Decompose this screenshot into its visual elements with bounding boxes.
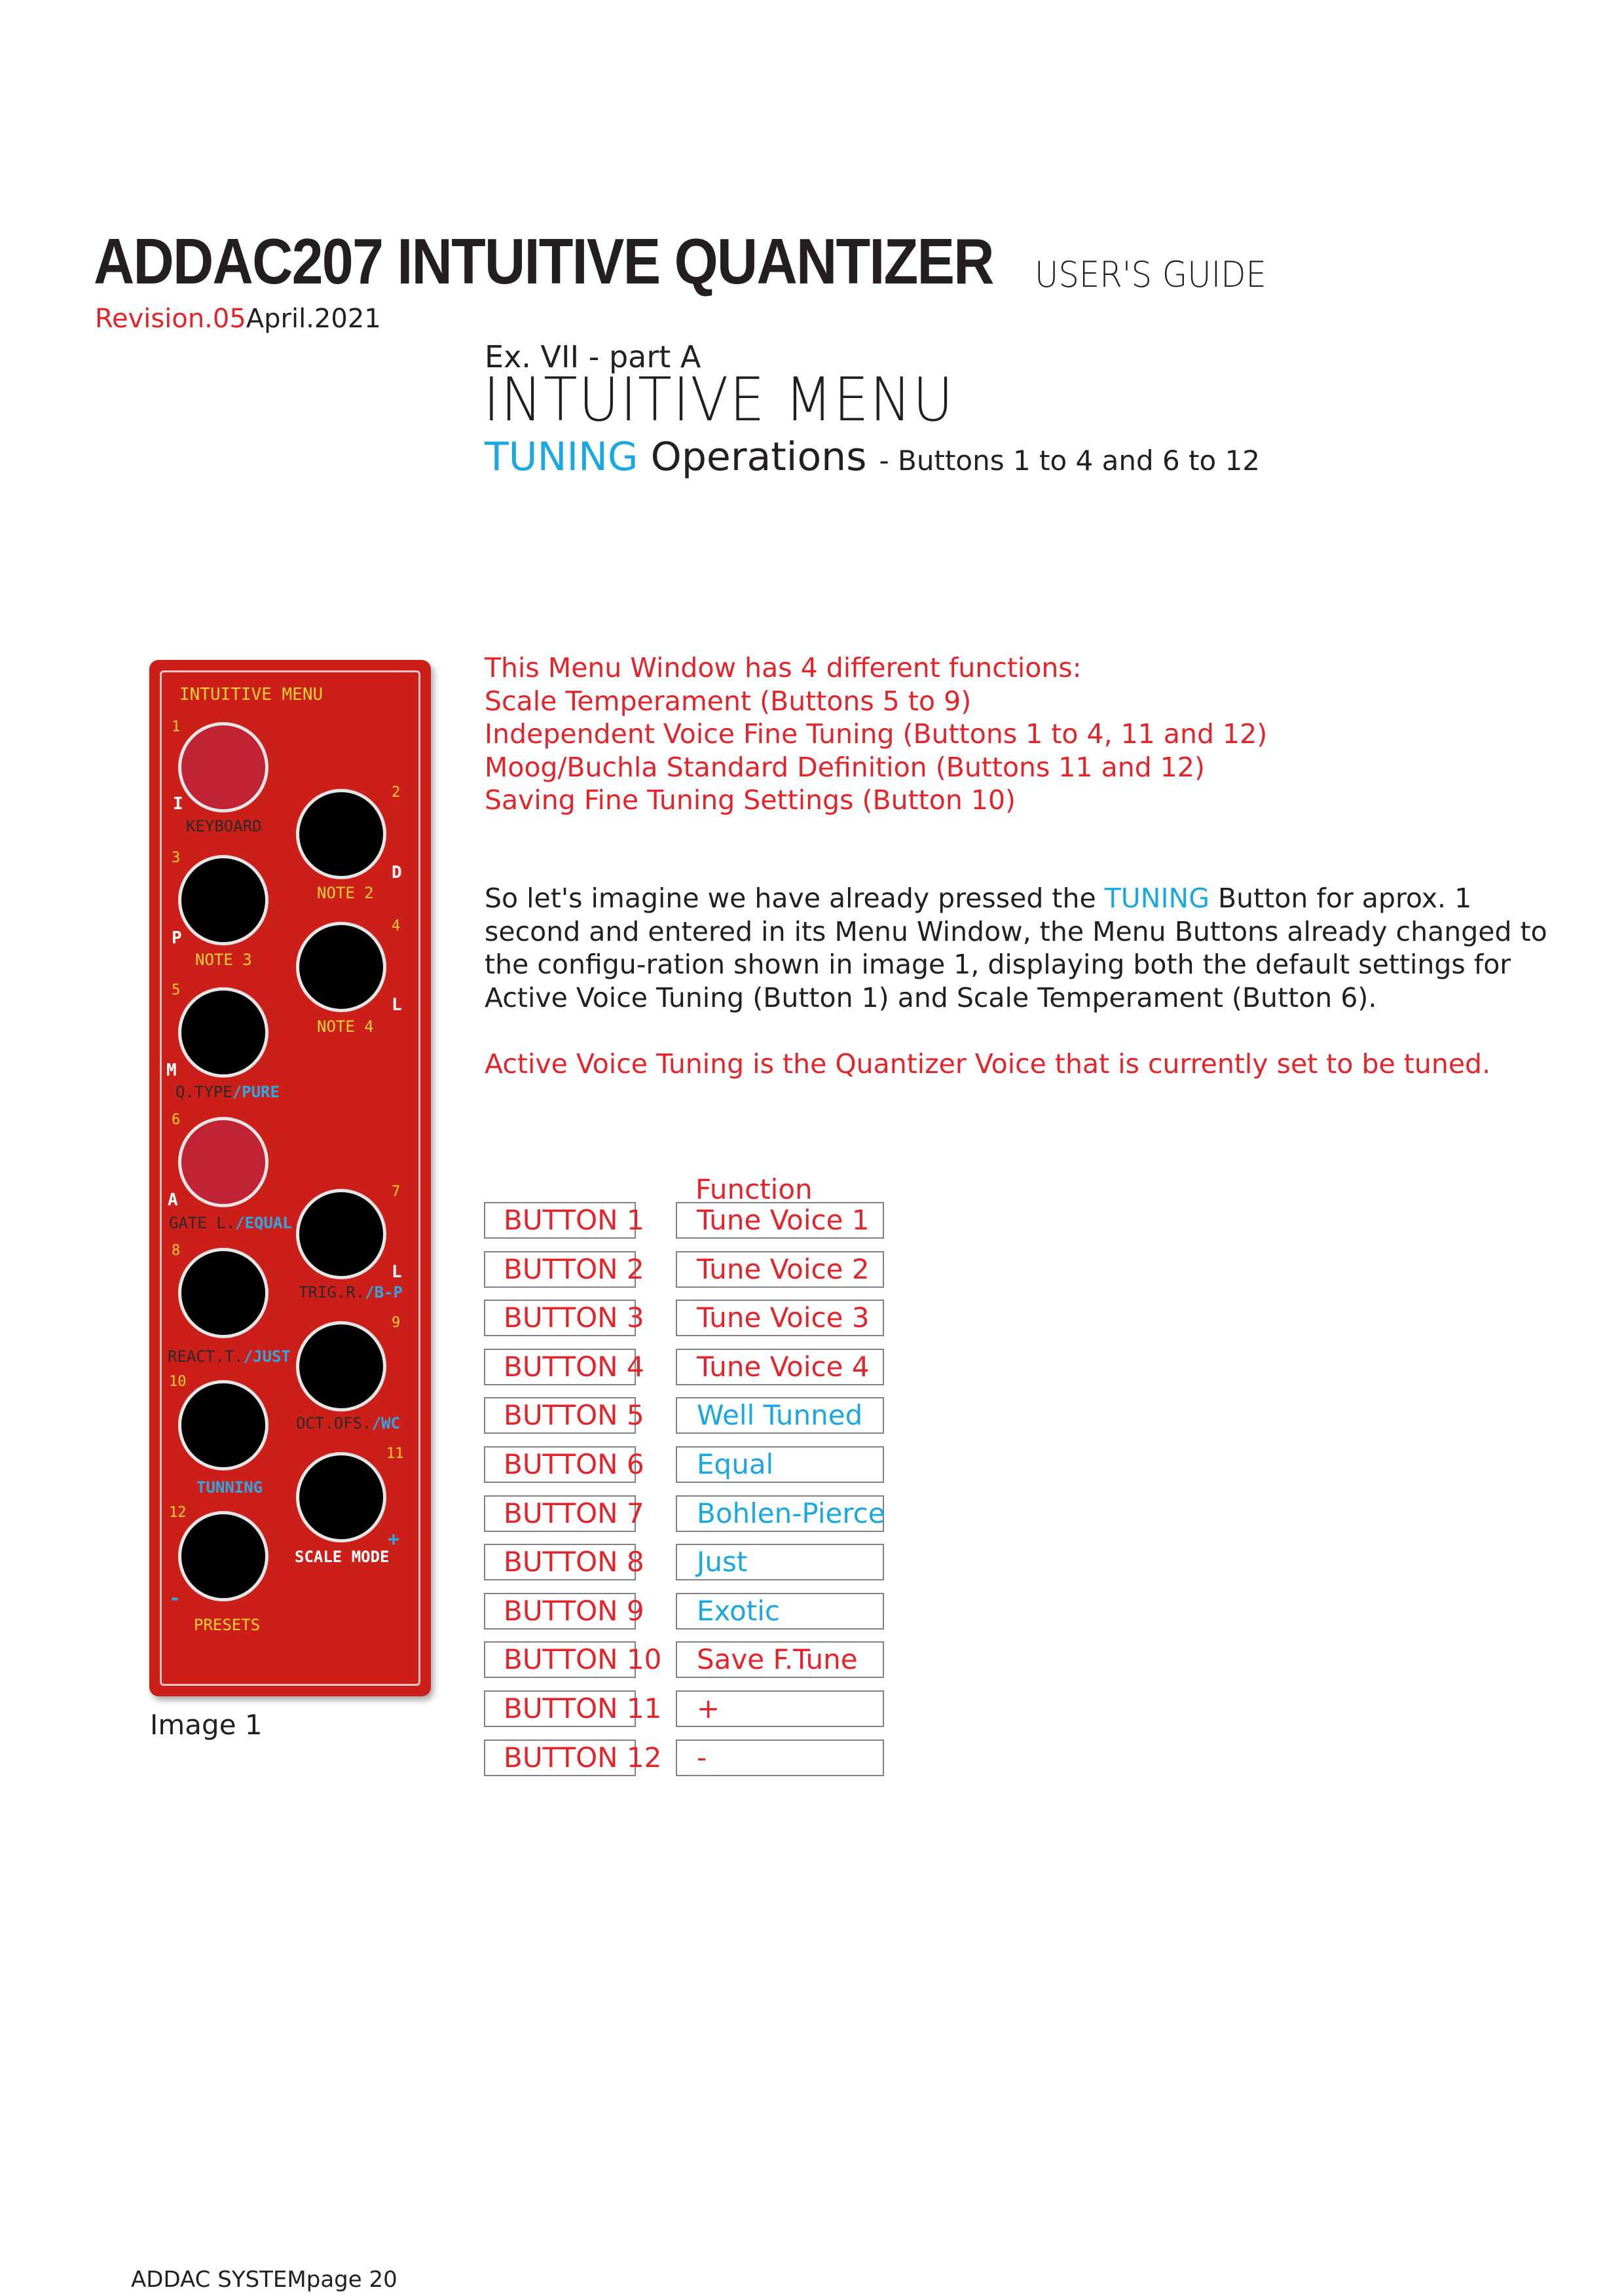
knob-letter: D <box>392 863 402 883</box>
table-cell-button: BUTTON 8 <box>484 1544 636 1580</box>
knob-7 <box>296 1189 386 1279</box>
knob-3 <box>178 855 268 945</box>
label-trig <box>299 1283 403 1302</box>
table-cell-button: BUTTON 2 <box>484 1251 636 1288</box>
knob-letter: P <box>172 928 182 948</box>
label-qtype-text: Q.TYPE <box>175 1083 232 1101</box>
functions-list <box>485 651 1267 817</box>
revision-line <box>95 304 381 334</box>
operations-heading <box>485 434 1261 480</box>
revision-label: Revision.05 <box>95 304 246 334</box>
knob-number: 6 <box>172 1112 181 1128</box>
label-qtype <box>175 1083 280 1101</box>
knob-letter: I <box>173 794 183 814</box>
panel-header: INTUITIVE MENU <box>179 685 323 704</box>
table-cell-button: BUTTON 3 <box>484 1300 636 1336</box>
knob-8 <box>178 1248 268 1338</box>
table-cell-button: BUTTON 12 <box>484 1740 636 1776</box>
ops-detail: - Buttons 1 to 4 and 6 to 12 <box>879 445 1261 477</box>
table-cell-button: BUTTON 4 <box>484 1349 636 1385</box>
label-equal: /EQUAL <box>235 1214 292 1232</box>
table-cell-function: - <box>676 1740 884 1776</box>
table-cell-function: Tune Voice 2 <box>676 1251 884 1288</box>
explanation-paragraph <box>485 882 1572 1014</box>
label-presets: PRESETS <box>194 1616 261 1634</box>
knob-number: 5 <box>172 982 181 998</box>
knob-2 <box>296 789 386 879</box>
label-just: /JUST <box>243 1347 291 1366</box>
label-gate-text: GATE L. <box>169 1214 236 1232</box>
functions-line: This Menu Window has 4 different functions: <box>485 652 1082 683</box>
table-cell-function: Save F.Tune <box>676 1641 884 1678</box>
footer-brand: ADDAC SYSTEM <box>131 2267 306 2293</box>
knob-6 <box>178 1117 268 1207</box>
revision-date: April.2021 <box>246 304 381 334</box>
knob-10 <box>178 1380 268 1470</box>
module-panel-image <box>149 660 431 1696</box>
label-note-2: NOTE 2 <box>317 884 374 902</box>
label-plus: + <box>388 1528 400 1551</box>
knob-letter: L <box>392 995 402 1015</box>
ops-keyword: TUNING <box>485 434 638 480</box>
label-trig-text: TRIG.R. <box>299 1283 365 1302</box>
knob-number: 7 <box>392 1184 401 1200</box>
knob-number: 11 <box>386 1446 404 1462</box>
knob-number: 1 <box>172 719 181 735</box>
label-react <box>168 1347 291 1366</box>
table-cell-button: BUTTON 6 <box>484 1446 636 1483</box>
label-note-3: NOTE 3 <box>195 951 252 969</box>
footer <box>131 2267 397 2293</box>
table-header-function: Function <box>695 1173 813 1205</box>
doc-title: ADDAC207 INTUITIVE QUANTIZER <box>94 225 993 297</box>
knob-5 <box>178 987 268 1078</box>
functions-line: Moog/Buchla Standard Definition (Buttons 11 and 12) <box>485 751 1205 783</box>
knob-letter: A <box>168 1190 178 1210</box>
knob-number: 2 <box>392 784 401 801</box>
label-wc: /WC <box>371 1414 400 1432</box>
knob-number: 12 <box>169 1504 187 1521</box>
table-cell-function: Exotic <box>676 1593 884 1630</box>
label-note-4: NOTE 4 <box>317 1017 374 1036</box>
table-cell-function: Equal <box>676 1446 884 1483</box>
label-scale-mode: SCALE MODE <box>295 1548 390 1566</box>
explanation-part1: So let's imagine we have already pressed the <box>485 883 1096 914</box>
knob-number: 10 <box>169 1374 187 1390</box>
functions-line: Saving Fine Tuning Settings (Button 10) <box>485 784 1016 816</box>
knob-9 <box>296 1321 386 1412</box>
knob-1 <box>178 722 268 812</box>
image-caption: Image 1 <box>150 1709 263 1741</box>
table-cell-button: BUTTON 1 <box>484 1202 636 1239</box>
knob-11 <box>296 1452 386 1542</box>
functions-line: Independent Voice Fine Tuning (Buttons 1 to 4, 11 and 12) <box>485 718 1268 750</box>
label-tunning: TUNNING <box>196 1478 263 1497</box>
table-cell-function: Tune Voice 4 <box>676 1349 884 1385</box>
knob-number: 4 <box>392 918 401 934</box>
ops-word: Operations <box>650 434 867 480</box>
label-bp: /B-P <box>365 1283 403 1302</box>
table-cell-function: Bohlen-Pierce <box>676 1495 884 1532</box>
table-cell-button: BUTTON 11 <box>484 1690 636 1727</box>
table-cell-function: Just <box>676 1544 884 1580</box>
guide-subtitle: USER'S GUIDE <box>1035 254 1266 295</box>
footer-page: page 20 <box>306 2267 397 2293</box>
explanation-part2: Button for aprox. 1 second and entered in its Menu Window, the Menu Buttons already changed to the configu-ration shown in image 1, displaying both the default settings for Active Voice Tuning (Button 1) and Scale Temperament (Button 6). <box>485 883 1547 1013</box>
label-octofs <box>296 1414 400 1432</box>
table-cell-button: BUTTON 9 <box>484 1593 636 1630</box>
knob-4 <box>296 922 386 1012</box>
knob-letter: M <box>166 1061 177 1080</box>
label-octofs-text: OCT.OFS. <box>296 1414 372 1432</box>
knob-number: 9 <box>392 1315 401 1331</box>
table-cell-button: BUTTON 10 <box>484 1641 636 1678</box>
table-cell-button: BUTTON 5 <box>484 1397 636 1434</box>
label-pure: /PURE <box>232 1083 280 1101</box>
label-gate <box>169 1214 292 1232</box>
functions-line: Scale Temperament (Buttons 5 to 9) <box>485 685 972 717</box>
knob-number: 3 <box>172 850 181 866</box>
knob-12 <box>178 1511 268 1601</box>
table-cell-function: Tune Voice 1 <box>676 1202 884 1239</box>
table-cell-button: BUTTON 7 <box>484 1495 636 1532</box>
exercise-label: Ex. VII - part A <box>485 339 701 374</box>
label-keyboard: KEYBOARD <box>186 817 262 835</box>
explanation-keyword: TUNING <box>1104 883 1209 914</box>
label-react-text: REACT.T. <box>168 1347 244 1366</box>
knob-letter: L <box>392 1262 402 1282</box>
table-cell-function: Tune Voice 3 <box>676 1300 884 1336</box>
section-title: INTUITIVE MENU <box>483 365 955 435</box>
table-cell-function: Well Tunned <box>676 1397 884 1434</box>
active-voice-note: Active Voice Tuning is the Quantizer Voice that is currently set to be tuned. <box>485 1048 1491 1080</box>
knob-number: 8 <box>172 1243 181 1259</box>
table-cell-function: + <box>676 1690 884 1727</box>
label-minus: - <box>169 1587 181 1610</box>
